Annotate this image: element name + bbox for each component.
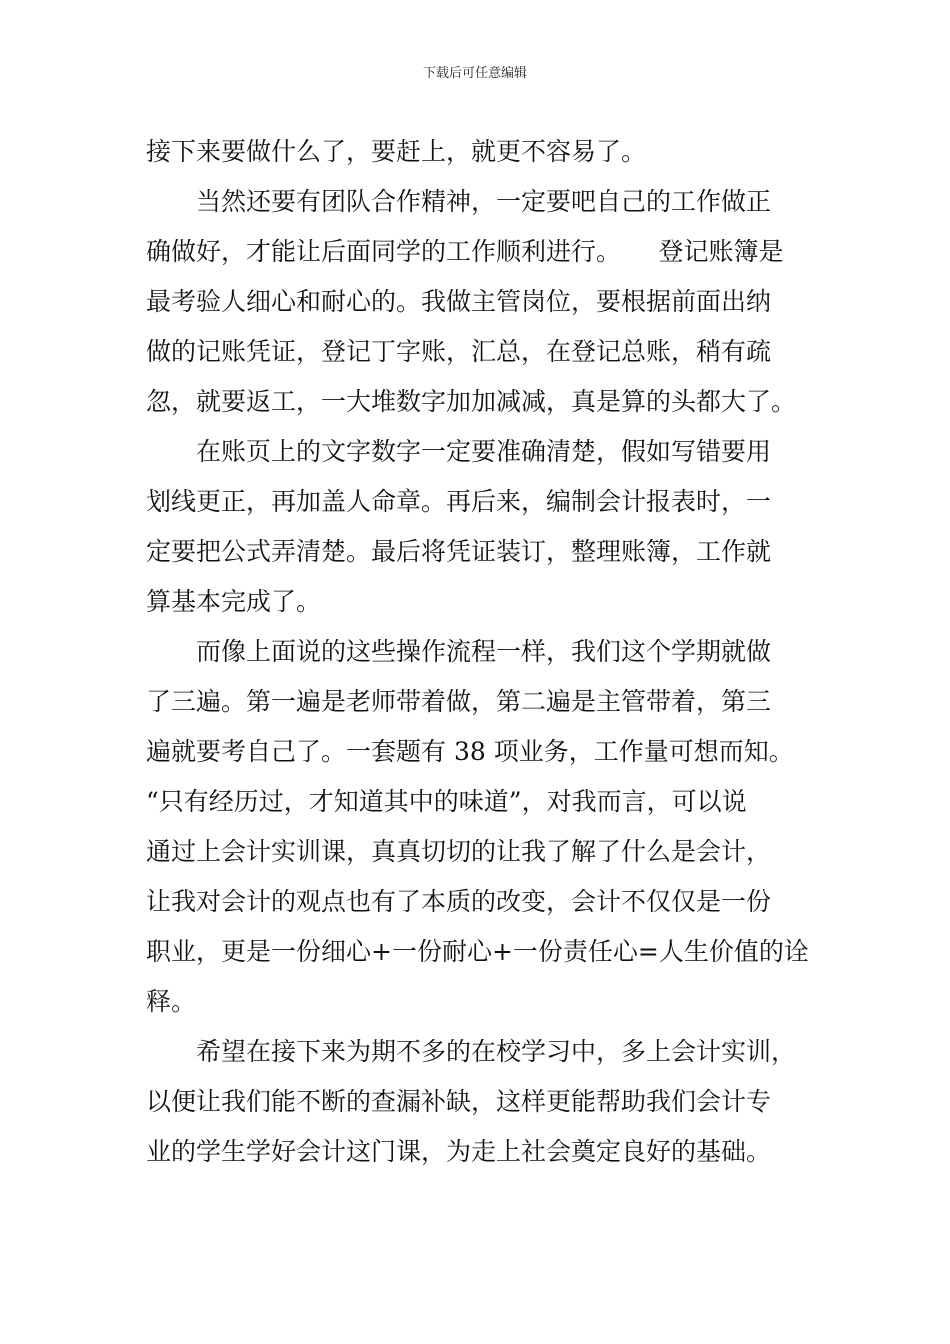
text-line: 让我对会计的观点也有了本质的改变，会计不仅仅是一份 bbox=[146, 887, 772, 916]
text-line: 做的记账凭证，登记丁字账，汇总，在登记总账，稍有疏 bbox=[146, 337, 772, 366]
text-line: 职业，更是一份细心+一份耐心+一份责任心=人生价值的诠 bbox=[146, 937, 809, 966]
text-line: 在账页上的文字数字一定要准确清楚，假如写错要用 bbox=[146, 437, 772, 466]
text-line: 确做好，才能让后面同学的工作顺利进行。 登记账簿是 bbox=[146, 237, 784, 266]
text-line: 划线更正，再加盖人命章。再后来，编制会计报表时，一 bbox=[146, 487, 772, 516]
text-line: 遍就要考自己了。一套题有 38 项业务，工作量可想而知。 bbox=[146, 737, 794, 766]
text-line: 最考验人细心和耐心的。我做主管岗位，要根据前面出纳 bbox=[146, 287, 772, 316]
text-line: 当然还要有团队合作精神，一定要吧自己的工作做正 bbox=[146, 187, 772, 216]
text-line: 了三遍。第一遍是老师带着做，第二遍是主管带着，第三 bbox=[146, 687, 772, 716]
text-line: 希望在接下来为期不多的在校学习中，多上会计实训， bbox=[146, 1037, 797, 1066]
text-line: 而像上面说的这些操作流程一样，我们这个学期就做 bbox=[146, 637, 772, 666]
document-body bbox=[146, 127, 810, 1177]
text-line: 以便让我们能不断的查漏补缺，这样更能帮助我们会计专 bbox=[146, 1087, 772, 1116]
text-line: 释。 bbox=[146, 987, 197, 1016]
text-line: 接下来要做什么了，要赶上，就更不容易了。 bbox=[146, 137, 647, 166]
text-line: 通过上会计实训课，真真切切的让我了解了什么是会计， bbox=[146, 837, 772, 866]
text-line: 业的学生学好会计这门课，为走上社会奠定良好的基础。 bbox=[146, 1137, 772, 1166]
text-line: 算基本完成了。 bbox=[146, 587, 322, 616]
text-line: 定要把公式弄清楚。最后将凭证装订，整理账簿，工作就 bbox=[146, 537, 772, 566]
text-line: 忽，就要返工，一大堆数字加加减减，真是算的头都大了。 bbox=[146, 387, 797, 416]
text-line: “只有经历过，才知道其中的味道”，对我而言，可以说 bbox=[146, 787, 747, 816]
page-header: 下载后可任意编辑 bbox=[422, 66, 527, 81]
